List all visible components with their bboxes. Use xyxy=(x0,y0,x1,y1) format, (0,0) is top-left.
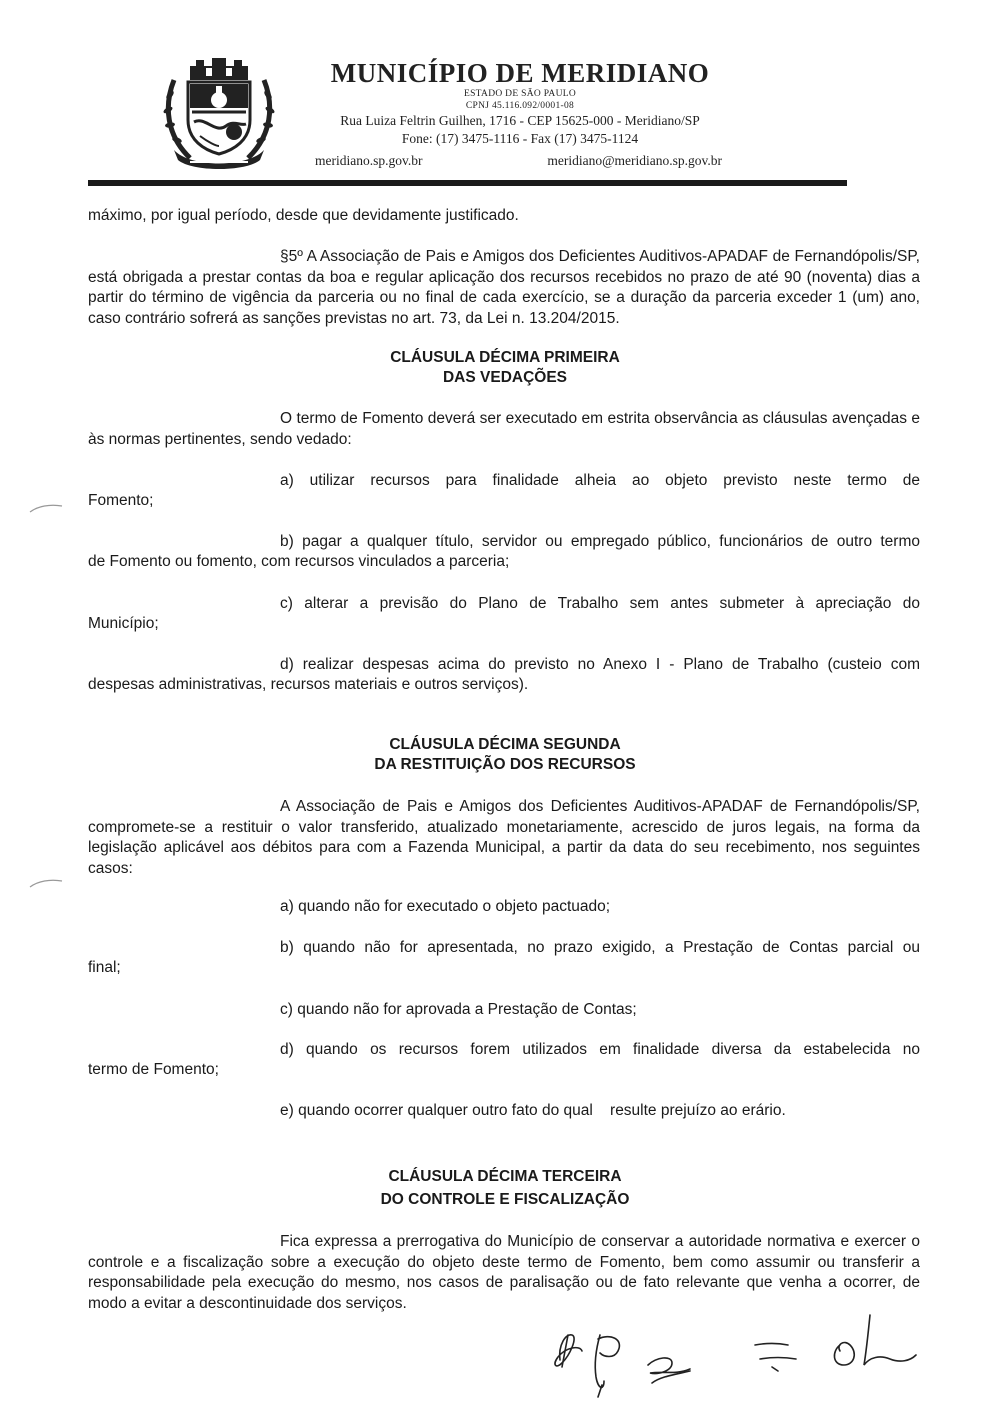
paragraph-5: §5º A Associação de Pais e Amigos dos Deficientes Auditivos-APADAF de Fernandópolis/SP, está obrigada a prestar contas da boa e regular aplicação dos recursos recebidos no prazo de até 90 (noventa) dias a partir do término de vigência da parceria ou no final de cada exercício, se a duração da parceria exceder 1 (um) ano, caso contrário sofrerá as sanções previstas no art. 73, da Lei n. 13.204/2015. xyxy=(88,248,920,327)
clause-12-title: CLÁUSULA DÉCIMA SEGUNDA xyxy=(389,736,621,753)
clause-12-item-b: b) quando não for apresentada, no prazo exigido, a Prestação de Contas parcial ou xyxy=(280,939,920,956)
clause-11-item-c: c) alterar a previsão do Plano de Trabalho sem antes submeter à apreciação do xyxy=(280,595,920,612)
clause-11-item-d-cont: despesas administrativas, recursos materiais e outros serviços). xyxy=(88,676,529,693)
coat-of-arms-icon xyxy=(160,50,278,172)
website-link[interactable]: meridiano.sp.gov.br xyxy=(315,153,423,168)
cnpj-line: CPNJ 45.116.092/0001-08 xyxy=(465,101,575,111)
margin-mark-icon xyxy=(28,500,64,516)
clause-13-title: CLÁUSULA DÉCIMA TERCEIRA xyxy=(388,1168,622,1185)
address-line: Rua Luiza Feltrin Guilhen, 1716 - CEP 15625-000 - Meridiano/SP xyxy=(340,113,700,128)
clause-11-item-a-cont: Fomento; xyxy=(88,492,154,509)
clause-11-item-d: d) realizar despesas acima do previsto no Anexo I - Plano de Trabalho (custeio com xyxy=(280,656,920,673)
clause-11-subtitle: DAS VEDAÇÕES xyxy=(442,369,568,386)
clause-11-item-b: b) pagar a qualquer título, servidor ou empregado público, funcionários de outro termo xyxy=(280,533,920,550)
clause-11-item-b-cont: de Fomento ou fomento, com recursos vinculados a parceria; xyxy=(88,553,510,570)
clause-13-subtitle: DO CONTROLE E FISCALIZAÇÃO xyxy=(380,1191,630,1208)
email-link[interactable]: meridiano@meridiano.sp.gov.br xyxy=(547,153,722,168)
state-line: ESTADO DE SÃO PAULO xyxy=(464,89,576,99)
clause-11-item-c-cont: Município; xyxy=(88,615,159,632)
paragraph-continuation: máximo, por igual período, desde que devidamente justificado. xyxy=(88,207,519,224)
clause-12-item-b-cont: final; xyxy=(88,959,121,976)
municipality-title: MUNICÍPIO DE MERIDIANO xyxy=(330,58,710,88)
clause-12-item-c: c) quando não for aprovada a Prestação de Contas; xyxy=(280,1001,637,1018)
contact-line xyxy=(300,152,740,170)
handwritten-initials-icon xyxy=(540,1305,940,1400)
clause-12-item-d-cont: termo de Fomento; xyxy=(88,1061,219,1078)
clause-13-text: Fica expressa a prerrogativa do Município de conservar a autoridade normativa e exercer o controle e a fiscalização sobre a execução do objeto deste termo de Fomento, bem como assumir ou transferir a responsabilidade pela execução do mesmo, nos casos de paralisação ou de fato relevante que venha a ocorrer, de modo a evitar a descontinuidade dos serviços. xyxy=(88,1233,920,1312)
clause-11-intro: O termo de Fomento deverá ser executado em estrita observância as cláusulas avençadas e às normas pertinentes, sendo vedado: xyxy=(88,410,920,448)
clause-12-subtitle: DA RESTITUIÇÃO DOS RECURSOS xyxy=(374,756,636,773)
header-divider xyxy=(88,180,847,186)
clause-11-title: CLÁUSULA DÉCIMA PRIMEIRA xyxy=(390,349,620,366)
clause-12-item-d: d) quando os recursos forem utilizados em finalidade diversa da estabelecida no xyxy=(280,1041,920,1058)
clause-12-item-e: e) quando ocorrer qualquer outro fato do qual resulte prejuízo ao erário. xyxy=(280,1102,786,1119)
margin-mark-icon xyxy=(28,875,64,891)
phone-line: Fone: (17) 3475-1116 - Fax (17) 3475-1124 xyxy=(401,131,639,146)
clause-12-item-a: a) quando não for executado o objeto pactuado; xyxy=(280,898,611,915)
clause-11-item-a: a) utilizar recursos para finalidade alheia ao objeto previsto neste termo de xyxy=(280,472,920,489)
clause-12-intro: A Associação de Pais e Amigos dos Deficientes Auditivos-APADAF de Fernandópolis/SP, compromete-se a restituir o valor transferido, atualizado monetariamente, acrescido de juros legais, na forma da legislação aplicável aos débitos para com a Fazenda Municipal, a partir da data do seu recebimento, nos seguintes casos: xyxy=(88,798,920,877)
letterhead xyxy=(300,58,740,170)
